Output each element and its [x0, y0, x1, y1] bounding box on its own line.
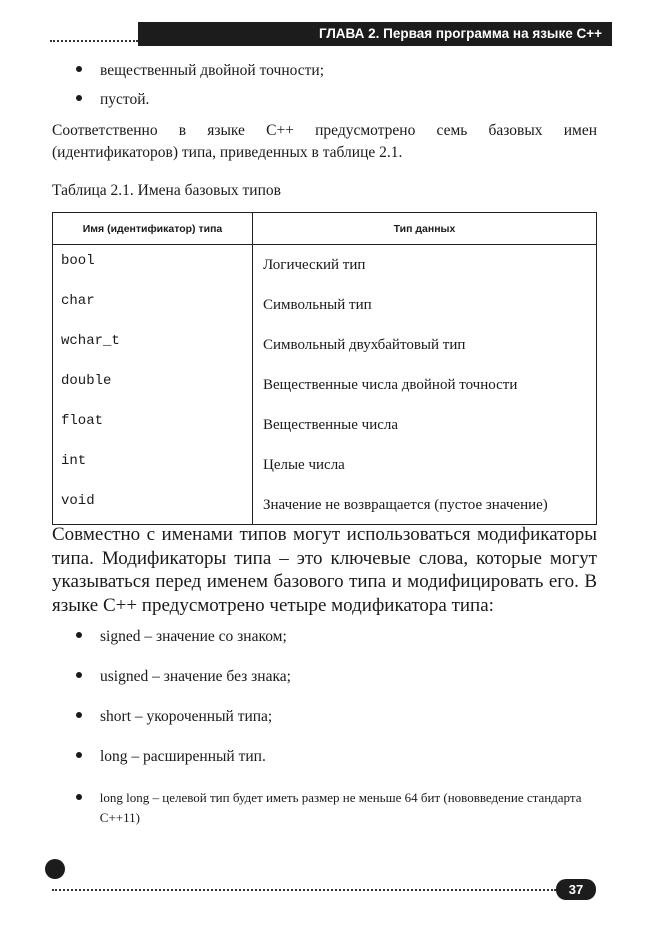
list-item	[76, 788, 606, 828]
type-desc-cell: Вещественные числа	[263, 416, 399, 433]
type-name-cell: bool	[53, 245, 253, 285]
table-row	[53, 285, 597, 325]
list-item-text: short – укороченный типа;	[100, 708, 273, 725]
footer-dotted-rule	[52, 889, 556, 891]
type-name-cell: char	[53, 285, 253, 325]
type-desc-cell: Символьный тип	[263, 296, 372, 313]
intro-paragraph: Соответственно в языке С++ предусмотрено семь базовых имен (идентификаторов) типа, приведенных в таблице 2.1.	[52, 122, 597, 161]
modifiers-paragraph: Совместно с именами типов могут использоваться модификаторы типа. Модификаторы типа – это ключевые слова, которые могут указываться перед именем базового типа и модифицировать его. В языке С++ предусмотрено четыре модификатора типа:	[52, 524, 597, 616]
bullet-icon	[76, 672, 82, 678]
list-item	[76, 62, 324, 80]
list-item-text: signed – значение со знаком;	[100, 628, 287, 645]
table-caption: Таблица 2.1. Имена базовых типов	[52, 182, 281, 199]
type-desc-cell: Логический тип	[263, 257, 366, 273]
list-item-text: long – расширенный тип.	[100, 748, 266, 765]
table-row	[53, 405, 597, 445]
list-item-text: пустой.	[100, 91, 150, 108]
list-item	[76, 748, 606, 788]
footer-circle-icon	[45, 859, 65, 879]
bullet-icon	[76, 794, 82, 800]
list-item-text: вещественный двойной точности;	[100, 62, 325, 79]
list-item	[76, 708, 606, 748]
list-item	[76, 91, 149, 109]
modifiers-list	[76, 628, 606, 828]
table-row	[53, 365, 597, 405]
base-types-table	[52, 212, 597, 525]
bullet-icon	[76, 95, 82, 101]
chapter-header	[138, 22, 612, 46]
column-header-type: Тип данных	[253, 213, 597, 245]
bullet-icon	[76, 66, 82, 72]
type-name-cell: int	[53, 445, 253, 485]
table-row	[53, 445, 597, 485]
bullet-icon	[76, 712, 82, 718]
column-header-name: Имя (идентификатор) типа	[53, 213, 253, 245]
table-row	[53, 325, 597, 365]
page-number-badge	[556, 879, 596, 900]
page-number: 37	[568, 882, 584, 897]
type-name-cell: wchar_t	[53, 325, 253, 365]
list-item-text: usigned – значение без знака;	[100, 668, 291, 685]
bullet-icon	[76, 752, 82, 758]
type-desc-cell: Значение не возвращается (пустое значение)	[263, 496, 548, 513]
list-item	[76, 668, 606, 708]
bullet-icon	[76, 632, 82, 638]
list-item-text: long long – целевой тип будет иметь размер не меньше 64 бит (нововведение стандарта С++11)	[99, 790, 582, 825]
header-dotted-rule	[50, 40, 138, 42]
table-row	[53, 245, 597, 285]
table-header-row	[53, 213, 597, 245]
type-desc-cell: Целые числа	[263, 456, 345, 473]
type-desc-cell: Вещественные числа двойной точности	[263, 376, 518, 393]
type-desc-cell: Символьный двухбайтовый тип	[263, 336, 466, 353]
type-name-cell: double	[53, 365, 253, 405]
chapter-title: ГЛАВА 2. Первая программа на языке С++	[319, 26, 602, 41]
type-name-cell: void	[53, 485, 253, 525]
list-item	[76, 628, 606, 668]
type-name-cell: float	[53, 405, 253, 445]
table-row	[53, 485, 597, 525]
